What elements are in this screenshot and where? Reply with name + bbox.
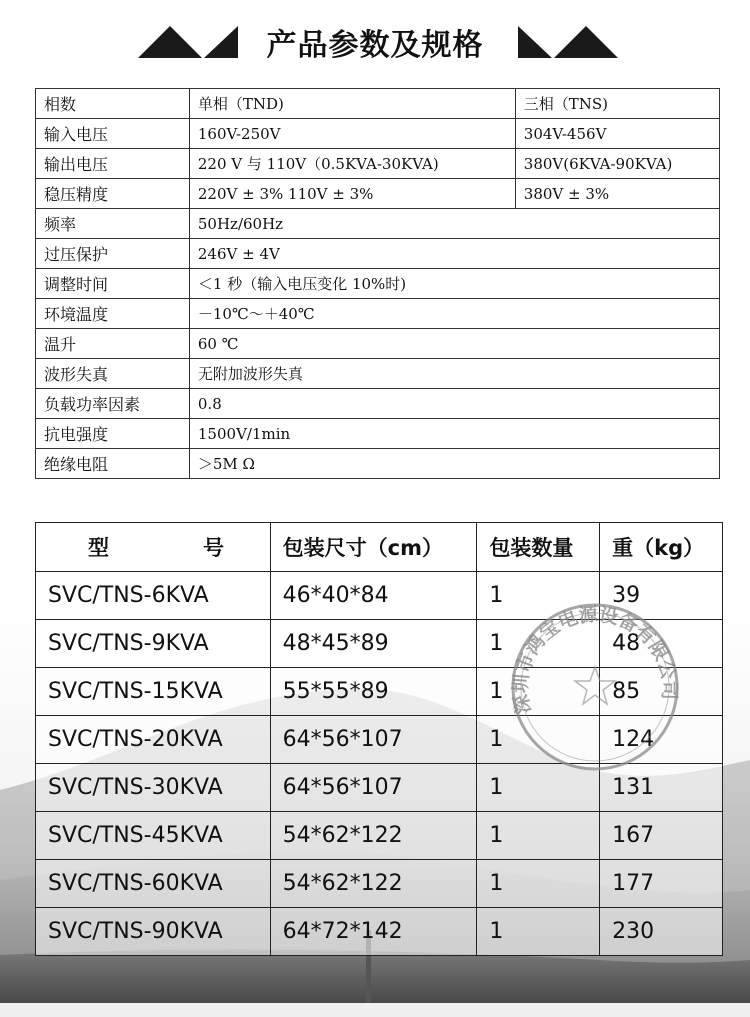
page-title: 产品参数及规格: [266, 28, 484, 63]
svg-text:深圳市鸿宝电源设备有限公司: 深圳市鸿宝电源设备有限公司: [509, 603, 681, 716]
spec-single-value: 220V ± 3% 110V ± 3%: [189, 179, 515, 209]
model-cell: SVC/TNS-20KVA: [36, 716, 271, 764]
qty-cell: 1: [477, 860, 600, 908]
spec-label: 负载功率因素: [36, 389, 190, 419]
qty-cell: 1: [477, 572, 600, 620]
spec-value: 无附加波形失真: [189, 359, 719, 389]
weight-cell: 177: [600, 860, 723, 908]
spec-row: [36, 239, 720, 269]
qty-cell: 1: [477, 668, 600, 716]
spec-label: 输入电压: [36, 119, 190, 149]
weight-cell: 167: [600, 812, 723, 860]
spec-label: 抗电强度: [36, 419, 190, 449]
spec-row: [36, 299, 720, 329]
spec-row: [36, 419, 720, 449]
spec-value: ＜1 秒（输入电压变化 10%时): [189, 269, 719, 299]
spec-label: 稳压精度: [36, 179, 190, 209]
spec-value: 60 ℃: [189, 329, 719, 359]
model-cell: SVC/TNS-45KVA: [36, 812, 271, 860]
spec-row: [36, 209, 720, 239]
spec-label: 输出电压: [36, 149, 190, 179]
spec-row: [36, 389, 720, 419]
spec-row: [36, 449, 720, 479]
spec-value: 0.8: [189, 389, 719, 419]
spec-single-value: 220 V 与 110V（0.5KVA-30KVA): [189, 149, 515, 179]
table-row: [36, 860, 723, 908]
weight-cell: 39: [600, 572, 723, 620]
weight-cell: 85: [600, 668, 723, 716]
spec-single-phase-header: 单相（TND): [189, 89, 515, 119]
spec-label: 温升: [36, 329, 190, 359]
table-row: [36, 812, 723, 860]
spec-row: [36, 359, 720, 389]
model-column-header: [36, 523, 271, 572]
qty-cell: 1: [477, 812, 600, 860]
spec-value: 1500V/1min: [189, 419, 719, 449]
spec-row: [36, 179, 720, 209]
spec-value: 50Hz/60Hz: [189, 209, 719, 239]
weight-cell: 230: [600, 908, 723, 956]
qty-column-header: 包装数量: [477, 523, 600, 572]
model-cell: SVC/TNS-60KVA: [36, 860, 271, 908]
size-cell: 64*72*142: [270, 908, 477, 956]
spec-label: 频率: [36, 209, 190, 239]
spec-single-value: 160V-250V: [189, 119, 515, 149]
spec-three-phase-header: 三相（TNS): [515, 89, 719, 119]
spec-value: －10℃～＋40℃: [189, 299, 719, 329]
spec-label: 绝缘电阻: [36, 449, 190, 479]
model-cell: SVC/TNS-9KVA: [36, 620, 271, 668]
section-header: [0, 14, 750, 64]
size-column-header: 包装尺寸（cm）: [270, 523, 477, 572]
model-header-row: [36, 523, 723, 572]
spec-header-row: [36, 89, 720, 119]
size-cell: 48*45*89: [270, 620, 477, 668]
spec-three-value: 380V ± 3%: [515, 179, 719, 209]
right-triangle-decor: [518, 26, 618, 58]
qty-cell: 1: [477, 764, 600, 812]
spec-label: 调整时间: [36, 269, 190, 299]
spec-three-value: 304V-456V: [515, 119, 719, 149]
spec-label: 环境温度: [36, 299, 190, 329]
weight-cell: 124: [600, 716, 723, 764]
size-cell: 64*56*107: [270, 764, 477, 812]
weight-column-header: 重（kg）: [600, 523, 723, 572]
spec-row: [36, 119, 720, 149]
model-cell: SVC/TNS-30KVA: [36, 764, 271, 812]
qty-cell: 1: [477, 716, 600, 764]
model-header-char-2: 号: [203, 536, 224, 560]
spec-label: 过压保护: [36, 239, 190, 269]
size-cell: 46*40*84: [270, 572, 477, 620]
weight-cell: 131: [600, 764, 723, 812]
spec-label: 相数: [36, 89, 190, 119]
spec-value: ＞5M Ω: [189, 449, 719, 479]
spec-value: 246V ± 4V: [189, 239, 719, 269]
size-cell: 55*55*89: [270, 668, 477, 716]
size-cell: 64*56*107: [270, 716, 477, 764]
model-cell: SVC/TNS-6KVA: [36, 572, 271, 620]
spec-label: 波形失真: [36, 359, 190, 389]
size-cell: 54*62*122: [270, 812, 477, 860]
spec-table: [35, 88, 720, 479]
qty-cell: 1: [477, 908, 600, 956]
model-cell: SVC/TNS-15KVA: [36, 668, 271, 716]
spec-row: [36, 149, 720, 179]
table-row: [36, 908, 723, 956]
weight-cell: 48: [600, 620, 723, 668]
model-header-char-1: 型: [88, 536, 109, 560]
spec-three-value: 380V(6KVA-90KVA): [515, 149, 719, 179]
model-cell: SVC/TNS-90KVA: [36, 908, 271, 956]
spec-row: [36, 329, 720, 359]
spec-row: [36, 269, 720, 299]
company-seal-stamp: [505, 597, 685, 777]
qty-cell: 1: [477, 620, 600, 668]
size-cell: 54*62*122: [270, 860, 477, 908]
